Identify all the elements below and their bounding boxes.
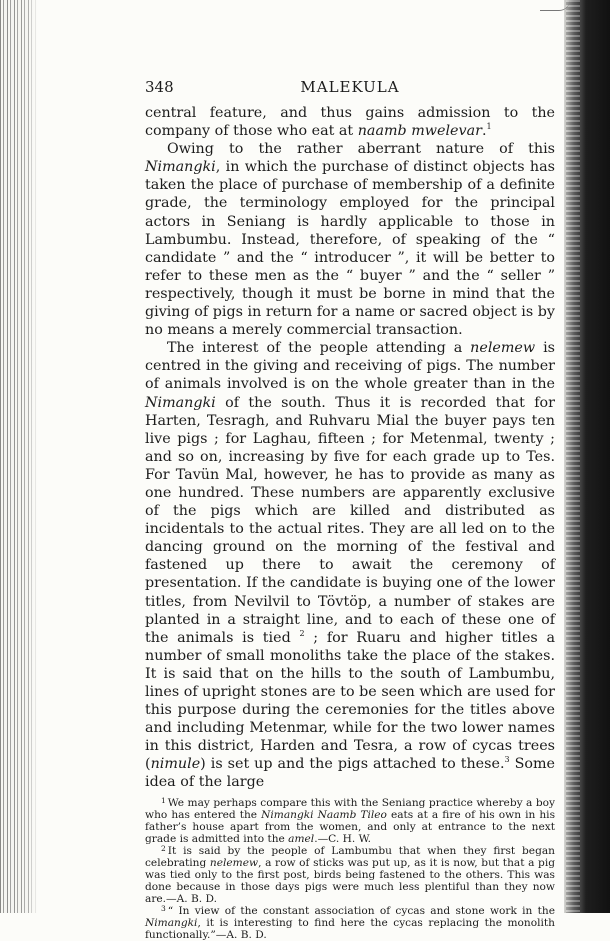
text-run: , it is interesting to find here the cycas replacing the monolith functionally.”—A. B. D. — [145, 916, 555, 941]
footnote-mark: 2 — [161, 843, 166, 853]
text-run: Owing to the rather aberrant nature of this — [167, 141, 555, 158]
text-run: central feature, and thus gains admission to the company of those who eat at — [145, 105, 555, 140]
footnote-reference: 1 — [486, 122, 492, 132]
text-run: .—C. H. W. — [314, 832, 372, 845]
italic-text: amel — [288, 832, 315, 845]
book-gutter — [0, 0, 38, 913]
italic-text: nelemew — [209, 856, 259, 869]
text-run: of the south. Thus it is recorded that for Harten, Tesragh, and Ruhvaru Mial the buyer pays ten live pigs ; for Laghau, fifteen ; for Metenmal, twenty ; and so on, increasing by five for each grade up to Tes. For Tavün Mal, however, he has to provide as many as one hundred. These numbers are apparently exclusive of the pigs which are killed and distributed as incidentals to the actual rites. They are all led on to the dancing ground on the morning of the festival and fastened up there to await the ceremony of presentation. If the candidate is buying one of the lower titles, from Nevilvil to Tövtöp, a number of stakes are planted in a straight line, and to each of these one of the animals is tied — [145, 394, 555, 646]
text-run: The interest of the people attending a — [167, 340, 471, 357]
text-run: Some idea of the large — [145, 756, 555, 791]
text-run: “ In view of the constant association of cycas and stone work in the — [167, 904, 555, 917]
text-run: , a row of sticks was put up, as it is now, but that a pig was tied only to the first post, birds being fastened to the others. This was done because in those days pigs were much less plentiful than they now are.—A. B. D. — [145, 856, 556, 905]
text-run: It is said by the people of Lambumbu that when they first began celebrating — [145, 844, 555, 869]
italic-text: naamb mwelevar — [357, 123, 482, 140]
italic-text: Nimangki Naamb Tileo — [261, 808, 387, 821]
text-run: We may perhaps compare this with the Seniang practice whereby a boy who has entered the — [145, 796, 555, 821]
italic-text: Nimangki — [145, 394, 216, 411]
footnote-3 — [145, 905, 555, 941]
text-run: ) is set up and the pigs attached to these. — [200, 756, 505, 773]
page-number: 348 — [145, 78, 174, 96]
paragraph-2 — [145, 140, 555, 339]
italic-text: Nimangki — [145, 159, 216, 176]
footnote-mark: 3 — [161, 903, 166, 913]
text-run: ; for Ruaru and higher titles a number of small monoliths take the place of the stakes. It is said that on the hills to the south of Lambumbu, lines of upright stones are to be seen which are used for this purpose during the ceremonies for the titles above and including Metenmar, while for the two lower names in this district, Harden and Tesra, a row of cycas trees ( — [145, 629, 555, 773]
footnotes — [145, 797, 555, 941]
footnote-reference: 2 — [299, 628, 305, 638]
footnote-mark: 1 — [161, 795, 166, 805]
footnote-reference: 3 — [504, 755, 510, 765]
paragraph-3 — [145, 339, 555, 791]
italic-text: Nimangki — [145, 916, 198, 929]
page-edge — [564, 0, 610, 913]
footnote-1 — [145, 797, 555, 845]
book-page — [145, 78, 555, 941]
text-run: eats at a fire of his own in his father’s house apart from the women, and only at entrance to the next grade is admitted into the — [145, 808, 556, 845]
paragraph-1 — [145, 104, 555, 140]
text-run: , in which the purchase of distinct objects has taken the place of purchase of membership of a definite grade, the terminology employed for the principal actors in Seniang is hardly applicable to those in Lambumbu. Instead, therefore, of speaking of the “ candidate ” and the “ introducer ”, it will be better to refer to these men as the “ buyer ” and the “ seller ” respectively, though it must be borne in mind that the giving of pigs in return for a name or sacred object is by no means a merely commercial transaction. — [145, 159, 555, 339]
text-run: . — [481, 123, 487, 140]
footnote-2 — [145, 845, 555, 905]
text-run: is centred in the giving and receiving of pigs. The number of animals involved is on the whole greater than in the — [145, 340, 555, 393]
italic-text: nelemew — [470, 340, 536, 357]
page-header — [145, 78, 555, 98]
running-title: MALEKULA — [300, 78, 400, 96]
body-text — [145, 104, 555, 792]
italic-text: nimule — [150, 756, 201, 773]
